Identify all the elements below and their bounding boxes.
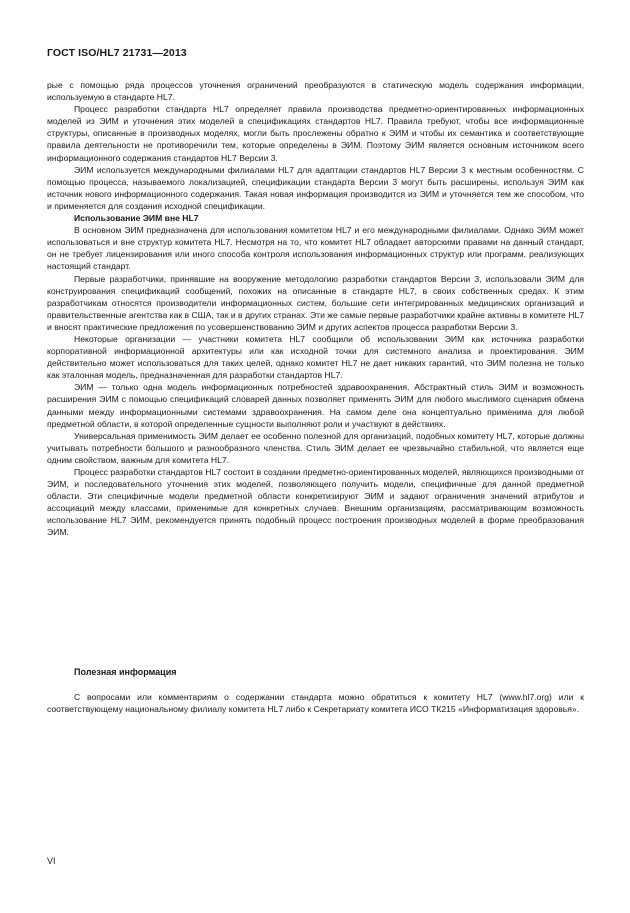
paragraph: Первые разработчики, принявшие на вооружение методологию разработки стандартов Версии 3, использовали ЭИМ для конструирования спецификаций сообщений, похожих на описанные в стандарте HL7, в своих собственных средах. К этим разработчикам относятся производители информационных систем, большие сети интегрированных медицинских организаций и правительственные агентства как в США, так и в других странах. Эти же самые первые разработчики крайне активны в комитете HL7 и вносят практические предложения по усовершенствованию ЭИМ и других аспектов процесса разработки Версии 3.: [47, 273, 584, 332]
paragraph: ЭИМ — только одна модель информационных потребностей здравоохранения. Абстрактный стиль ЭИМ и возможность расширения ЭИМ с помощью спецификаций словарей данных позволяет применять ЭИМ для любого мыслимого сценария обмена данными между информационными системами здравоохранения. На самом деле она концептуально применима для любой предметной области, в которой определенные сущности выполняют роли и участвуют в действиях.: [47, 382, 584, 429]
paragraph: ЭИМ используется международными филиалами HL7 для адаптации стандартов HL7 Версии 3 к местным особенностям. С помощью процесса, называемого локализацией, спецификации стандарта Версии 3 могут быть расширены, используя ЭИМ как источник нового информационного содержания. Такая новая информация производится из ЭИМ и уточняется тем же способом, что и применяется для создания исходной спецификации.: [47, 164, 584, 211]
section-heading: Полезная информация: [74, 667, 177, 677]
paragraph: Некоторые организации — участники комитета HL7 сообщили об использовании ЭИМ как источника разработки корпоративной информационной архитектуры или как исходной точки для системного анализа и проектирования. ЭИМ действительно может использоваться для таких целей, однако комитет HL7 не дает никаких гарантий, что ЭИМ полезна не только как эталонная модель, предназначенная для разработки стандартов HL7.: [47, 333, 584, 381]
paragraph: Универсальная применимость ЭИМ делает ее особенно полезной для организаций, подобных комитету HL7, которые должны учитывать потребности большого и разнообразного членства. Стиль ЭИМ делает ее чрезвычайно стабильной, что является еще одним свойством, важным для комитета HL7.: [47, 430, 584, 465]
info-paragraph: С вопросами или комментариям о содержании стандарта можно обратиться к комитету HL7 (www.hl7.org) или к соответствующему национальному филиалу комитета HL7 либо к Секретариату комитета ИСО ТК215 «Информатизация здоровья».: [47, 692, 584, 715]
main-content: [47, 79, 584, 539]
page-number: VI: [47, 856, 56, 866]
document-header: ГОСТ ISO/HL7 21731—2013: [47, 47, 187, 59]
paragraph: Процесс разработки стандарта HL7 определяет правила производства предметно-ориентированных информационных моделей из ЭИМ и уточнения этих моделей в спецификациях стандартов HL7. Правила требуют, чтобы все информационные структуры, описанные в производных моделях, могли быть прослежены обратно к ЭИМ и чтобы их семантика и соответствующие правила деятельности не противоречили тем, которые определены в ЭИМ. Поэтому ЭИМ является основным источником всего информационного содержания стандартов HL7 Версии 3.: [47, 104, 584, 163]
paragraph-continuation: рые с помощью ряда процессов уточнения ограничений преобразуются в статическую модель содержания информации, используемую в стандарте HL7.: [47, 80, 584, 103]
info-block: [47, 691, 584, 715]
paragraph: Процесс разработки стандартов HL7 состоит в создании предметно-ориентированных моделей, являющихся производными от ЭИМ, и последовательного уточнения этих моделей, позволяющего получить модели, специфичные для данной предметной области. Эти специфичные модели предметной области конкретизируют ЭИМ и задают ограничения значений атрибутов и ассоциаций между классами, применимые для конкретных случаев. Внешним организациям, рассматривающим возможность использование HL7 ЭИМ, рекомендуется принять подобный процесс построения производных моделей в форме преобразования ЭИМ.: [47, 467, 585, 538]
subsection-heading: Использование ЭИМ вне HL7: [74, 213, 199, 224]
paragraph: В основном ЭИМ предназначена для использования комитетом HL7 и его международными филиалами. Однако ЭИМ может использоваться и вне структур комитета HL7. Несмотря на то, что комитет HL7 обладает авторскими правами на данный стандарт, он не требует лицензирования или иного способа контроля использования информационных структур или программ, реализующих настоящий стандарт.: [47, 225, 584, 272]
